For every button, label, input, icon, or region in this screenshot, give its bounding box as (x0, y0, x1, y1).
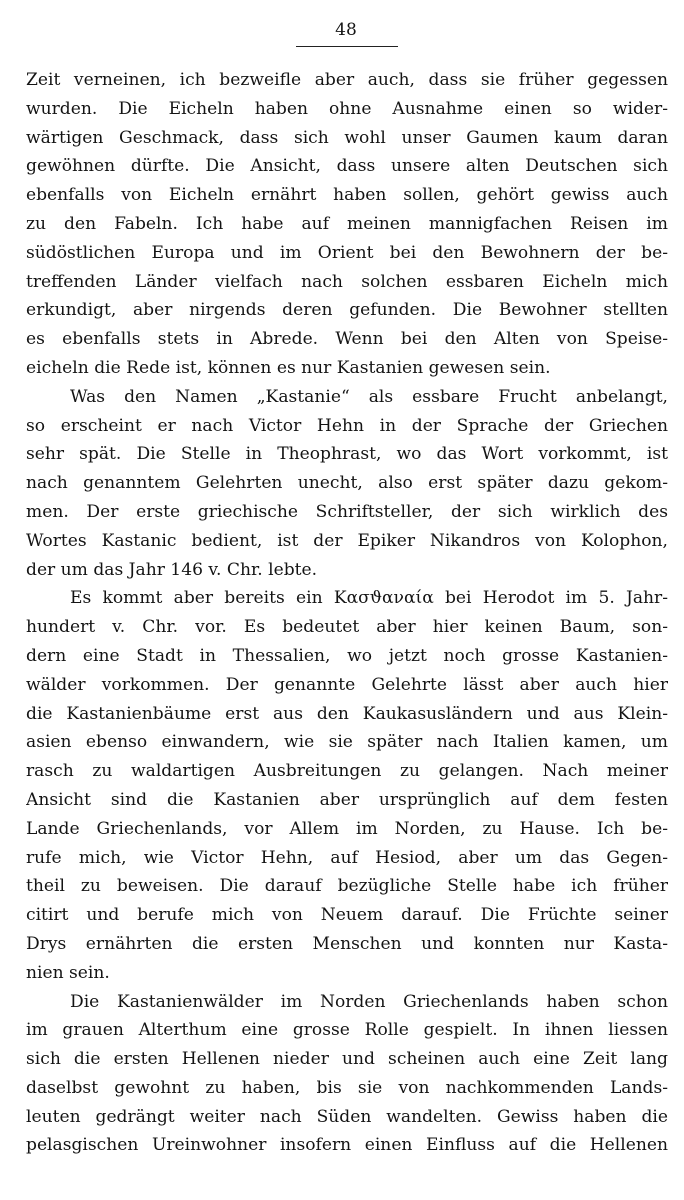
page-number: 48 (335, 20, 357, 40)
text-line: pelasgischen Ureinwohner insofern einen Einfluss auf die Hellenen (26, 1135, 668, 1156)
paragraph-4 (26, 988, 668, 1161)
text-line: leuten gedrängt weiter nach Süden wandelten. Gewiss haben die (26, 1106, 668, 1127)
text-line: sehr spät. Die Stelle in Theophrast, wo das Wort vorkommt, ist (26, 444, 668, 465)
text-line: nach genanntem Gelehrten unecht, also erst später dazu gekom- (26, 473, 668, 494)
text-line: Wortes Kastanic bedient, ist der Epiker Nikandros von Kolophon, (26, 530, 668, 551)
text-line: daselbst gewohnt zu haben, bis sie von nachkommenden Lands- (26, 1077, 668, 1098)
text-line: ebenfalls von Eicheln ernährt haben sollen, gehört gewiss auch (26, 185, 668, 206)
text-line: treffenden Länder vielfach nach solchen essbaren Eicheln mich (26, 271, 668, 292)
text-line: citirt und berufe mich von Neuem darauf. Die Früchte seiner (26, 905, 668, 926)
text-line: wurden. Die Eicheln haben ohne Ausnahme einen so wider- (26, 98, 668, 119)
page-number-rule (296, 46, 398, 47)
paragraph-3 (26, 584, 668, 987)
text-line: Drys ernährten die ersten Menschen und konnten nur Kasta- (26, 933, 668, 954)
text-line: Lande Griechenlands, vor Allem im Norden, zu Hause. Ich be- (26, 818, 668, 839)
text-line: rasch zu waldartigen Ausbreitungen zu gelangen. Nach meiner (26, 761, 668, 782)
text-line: sich die ersten Hellenen nieder und scheinen auch eine Zeit lang (26, 1049, 668, 1070)
text-line: hundert v. Chr. vor. Es bedeutet aber hier keinen Baum, son- (26, 617, 668, 638)
text-line: Ansicht sind die Kastanien aber ursprünglich auf dem festen (26, 789, 668, 810)
paragraph-1 (26, 66, 668, 383)
text-line: eicheln die Rede ist, können es nur Kastanien gewesen sein. (26, 357, 551, 378)
text-line: Zeit verneinen, ich bezweifle aber auch, dass sie früher gegessen (26, 70, 668, 90)
text-line: Was den Namen „Kastanie“ als essbare Frucht anbelangt, (70, 386, 668, 407)
text-line: der um das Jahr 146 v. Chr. lebte. (26, 559, 318, 580)
text-line: zu den Fabeln. Ich habe auf meinen mannigfachen Reisen im (26, 213, 668, 234)
text-line: die Kastanienbäume erst aus den Kaukasusländern und aus Klein- (26, 703, 668, 724)
text-line: dern eine Stadt in Thessalien, wo jetzt noch grosse Kastanien- (26, 645, 668, 666)
body-text (26, 66, 668, 1160)
text-line: so erscheint er nach Victor Hehn in der Sprache der Griechen (26, 415, 668, 436)
text-line: wärtigen Geschmack, dass sich wohl unser Gaumen kaum daran (26, 127, 668, 148)
text-line: men. Der erste griechische Schriftsteller, der sich wirklich des (26, 501, 668, 522)
text-line: südöstlichen Europa und im Orient bei den Bewohnern der be- (26, 242, 668, 263)
paragraph-2 (26, 383, 668, 585)
text-line: Die Kastanienwälder im Norden Griechenlands haben schon (70, 991, 668, 1012)
text-line: nien sein. (26, 962, 110, 983)
text-line: theil zu beweisen. Die darauf bezügliche Stelle habe ich früher (26, 876, 668, 897)
text-line: Es kommt aber bereits ein Κασϑαναία bei Herodot im 5. Jahr- (70, 588, 668, 609)
text-line: gewöhnen dürfte. Die Ansicht, dass unsere alten Deutschen sich (26, 156, 668, 177)
text-line: erkundigt, aber nirgends deren gefunden. Die Bewohner stellten (26, 300, 668, 321)
text-line: asien ebenso einwandern, wie sie später nach Italien kamen, um (26, 732, 668, 753)
text-line: es ebenfalls stets in Abrede. Wenn bei den Alten von Speise- (26, 329, 668, 350)
text-line: wälder vorkommen. Der genannte Gelehrte lässt aber auch hier (26, 674, 668, 695)
text-line: rufe mich, wie Victor Hehn, auf Hesiod, aber um das Gegen- (26, 847, 668, 868)
text-line: im grauen Alterthum eine grosse Rolle gespielt. In ihnen liessen (26, 1020, 668, 1041)
